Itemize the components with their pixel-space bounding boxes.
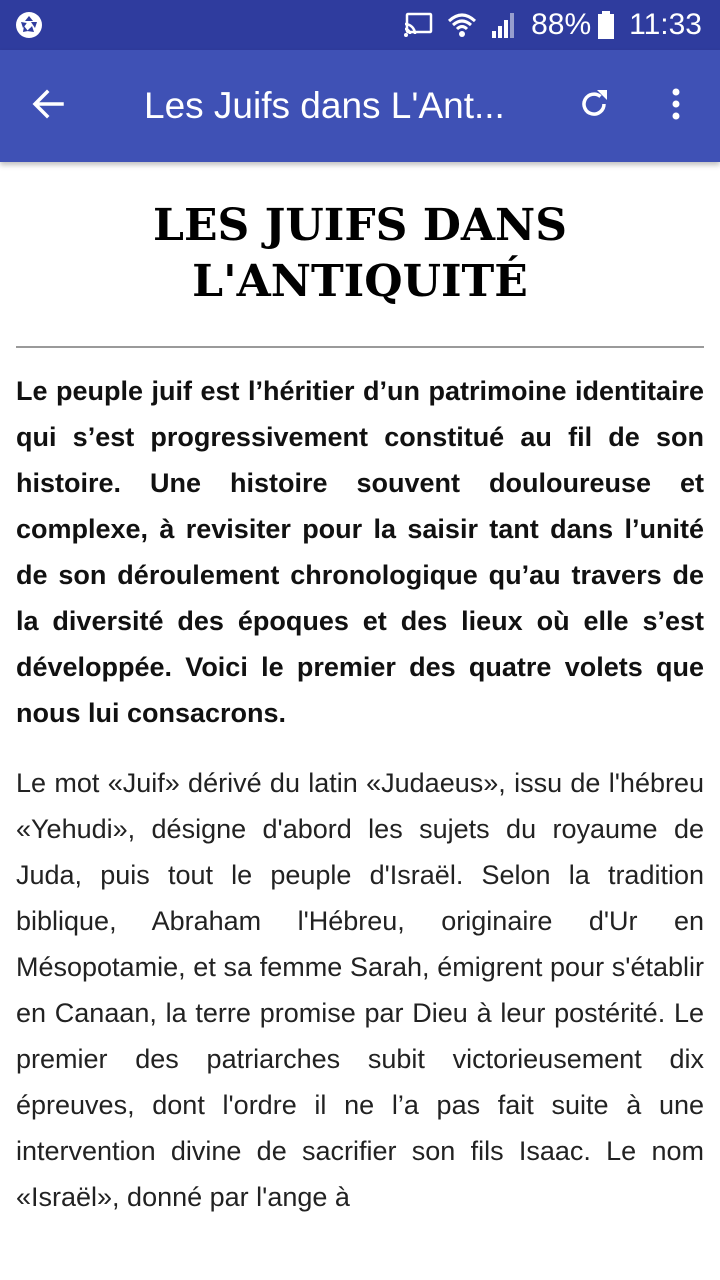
app-bar-title: Les Juifs dans L'Ant... (144, 85, 505, 126)
status-icons (403, 0, 702, 50)
back-button[interactable] (22, 80, 74, 132)
article-title: LES JUIFS DANS L'ANTIQUITÉ (153, 200, 567, 307)
signal-icon (491, 11, 517, 39)
article-lead: Le peuple juif est l’héritier d’un patrimoine identitaire qui s’est progressivement constitué au fil de son histoire. Une histoire souvent douloureuse et complexe, à revisiter pour la saisir tant dans l’unité de son déroulement chronologique qu’au travers de la diversité des époques et des lieux où elle s’est développée. Voici le premier des quatre volets que nous lui consacrons. (16, 376, 704, 728)
battery-status (531, 0, 615, 50)
aperture-icon (14, 10, 44, 40)
battery-icon (597, 10, 615, 40)
more-vert-icon (670, 87, 682, 126)
article-content[interactable] (0, 162, 720, 1280)
arrow-back-icon (30, 86, 66, 127)
title-divider (16, 346, 704, 348)
more-options-button[interactable] (650, 80, 702, 132)
wifi-icon (447, 11, 477, 39)
cast-icon (403, 12, 433, 38)
status-time: 11:33 (629, 8, 702, 41)
refresh-icon (576, 86, 612, 127)
article-body-paragraph: Le mot «Juif» dérivé du latin «Judaeus», issu de l'hébreu «Yehudi», désigne d'abord les sujets du royaume de Juda, puis tout le peuple d'Israël. Selon la tradition biblique, Abraham l'Hébreu, originaire d'Ur en Mésopotamie, et sa femme Sarah, émigrent pour s'établir en Canaan, la terre promise par Dieu à leur postérité. Le premier des patriarches subit victorieusement dix épreuves, dont l'ordre il ne l’a pas fait suite à une intervention divine de sacrifier son fils Isaac. Le nom «Israël», donné par l'ange à (16, 768, 704, 1212)
battery-percent: 88% (531, 8, 592, 41)
status-bar (0, 0, 720, 50)
refresh-button[interactable] (568, 80, 620, 132)
app-bar (0, 50, 720, 162)
